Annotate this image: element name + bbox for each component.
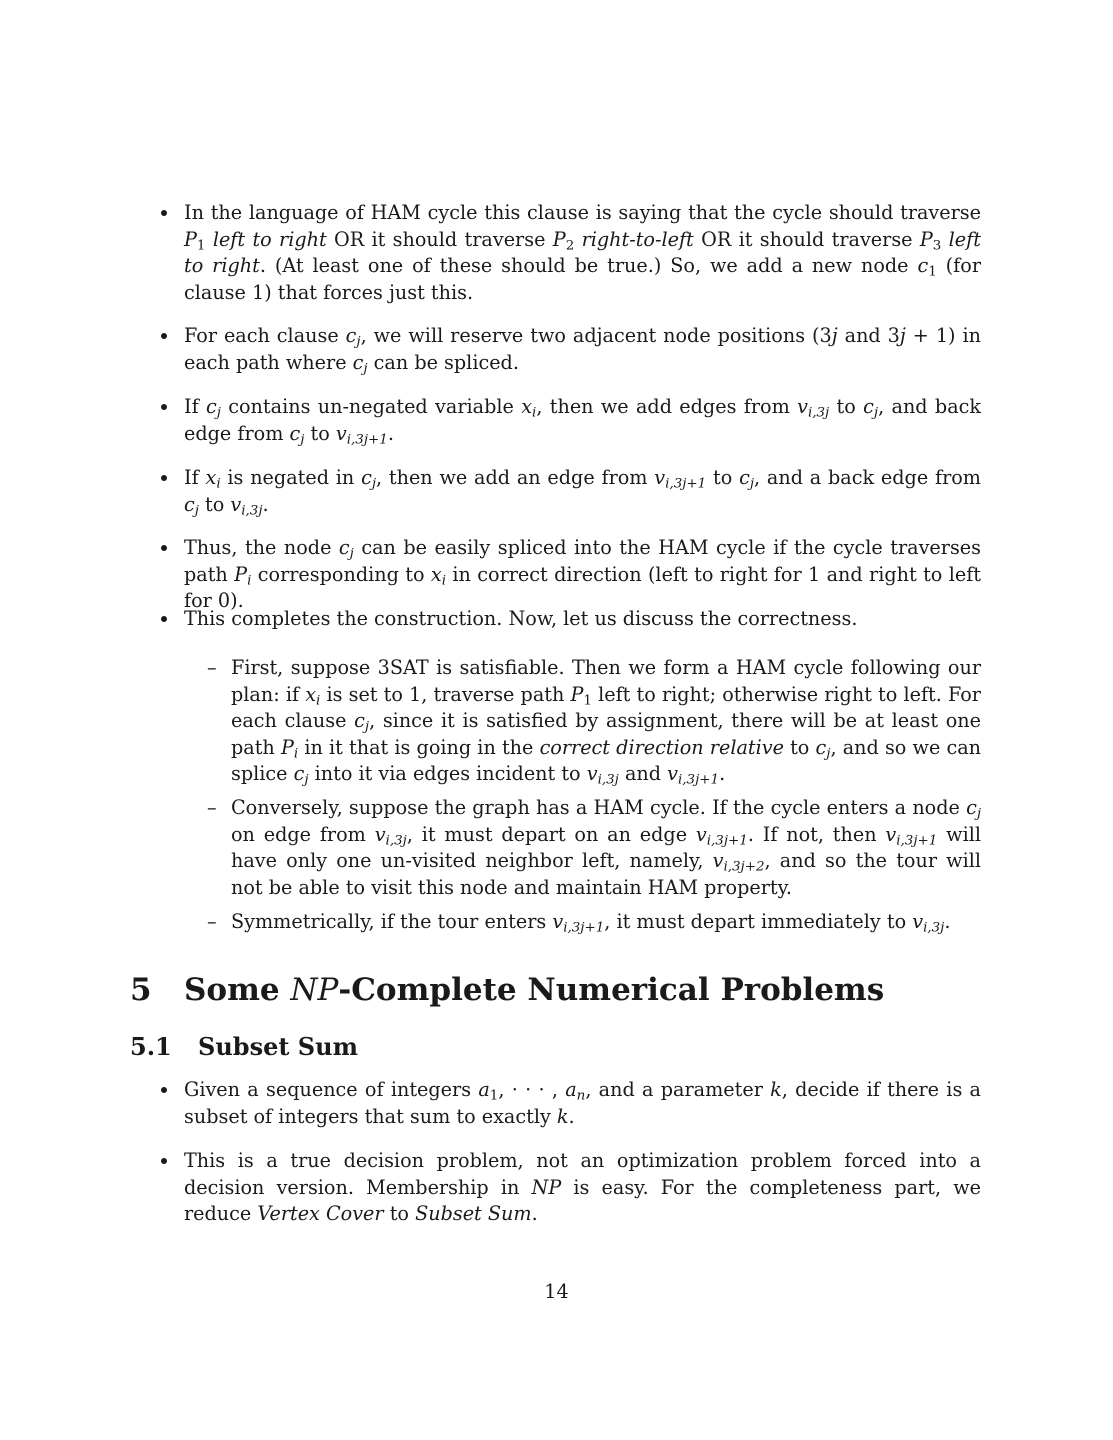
bullet-marker (161, 616, 167, 622)
bullet-negated-edges: If $x_i$ is negated in $c_j$, then we add an edge from $v_{i,3j+1}$ to $c_j$, and a back edge from $c_j$ to $v_{i,3j}$. (184, 466, 981, 518)
bullet-marker (161, 1158, 167, 1164)
page-number: 14 (544, 1280, 569, 1303)
bullet-subset-sum-reduction: This is a true decision problem, not an optimization problem forced into a decision version. Membership in NP is easy. For the completeness part, we reduce Vertex Cover to Subset Sum. (184, 1149, 981, 1225)
dash-marker: – (207, 656, 217, 679)
subitem-conversely-ham-cycle: Conversely, suppose the graph has a HAM cycle. If the cycle enters a node $c_j$ on edge from $v_{i,3j}$, it must depart on an edge $v_{i,3j+1}$. If not, then $v_{i,3j+1}$ will have only one un-visited neighbor left, namely, $v_{i,3j+2}$, and so the tour will not be able to visit this node and maintain HAM property. (231, 796, 981, 899)
bullet-marker (161, 210, 167, 216)
bullet-splice-condition: Thus, the node $c_j$ can be easily spliced into the HAM cycle if the cycle traverses path $P_i$ corresponding to $x_i$ in correct direction (left to right for 1 and right to left for 0). (184, 536, 982, 612)
bullet-marker (161, 545, 167, 551)
bullet-ham-clause-traversal: In the language of HAM cycle this clause is saying that the cycle should traverse $P_1$ left to right OR it should traverse $P_2$ right-to-left OR it should traverse $P_3$ left to right. (At least one of these should be true.) So, we add a new node $c_1$ (for clause 1) that forces just this. (184, 201, 981, 304)
section-number: 5 (130, 972, 152, 1008)
bullet-marker (161, 333, 167, 339)
bullet-unnegated-edges: If $c_j$ contains un-negated variable $x_i$, then we add edges from $v_{i,3j}$ to $c_j$, and back edge from $c_j$ to $v_{i,3j+1}$. (184, 395, 982, 447)
bullet-marker (161, 475, 167, 481)
dash-marker: – (207, 910, 217, 933)
bullet-construction-complete: This completes the construction. Now, let us discuss the correctness. (184, 607, 858, 630)
bullet-marker (161, 404, 167, 410)
subitem-satisfiable-direction: First, suppose 3SAT is satisfiable. Then we form a HAM cycle following our plan: if $x_i$ is set to 1, traverse path $P_1$ left to right; otherwise right to left. For each clause $c_j$, since it is satisfied by assignment, there will be at least one path $P_i$ in it that is going in the correct direction relative to $c_j$, and so we can splice $c_j$ into it via edges incident to $v_{i,3j}$ and $v_{i,3j+1}$. (231, 656, 981, 788)
section-heading: 5 Some NP-Complete Numerical Problems (130, 972, 885, 1008)
bullet-reserve-positions: For each clause $c_j$, we will reserve two adjacent node positions (3j and 3j + 1) in each path where $c_j$ can be spliced. (184, 324, 981, 376)
bullet-subset-sum-definition: Given a sequence of integers $a_1$, · · · , $a_n$, and a parameter k, decide if there is a subset of integers that sum to exactly k. (184, 1078, 981, 1128)
bullet-marker (161, 1087, 167, 1093)
subsection-heading: 5.1 Subset Sum (130, 1032, 358, 1061)
subitem-symmetrically: Symmetrically, if the tour enters $v_{i,3j+1}$, it must depart immediately to $v_{i,3j}$. (231, 910, 951, 936)
dash-marker: – (207, 796, 217, 819)
subsection-number: 5.1 (130, 1032, 172, 1061)
